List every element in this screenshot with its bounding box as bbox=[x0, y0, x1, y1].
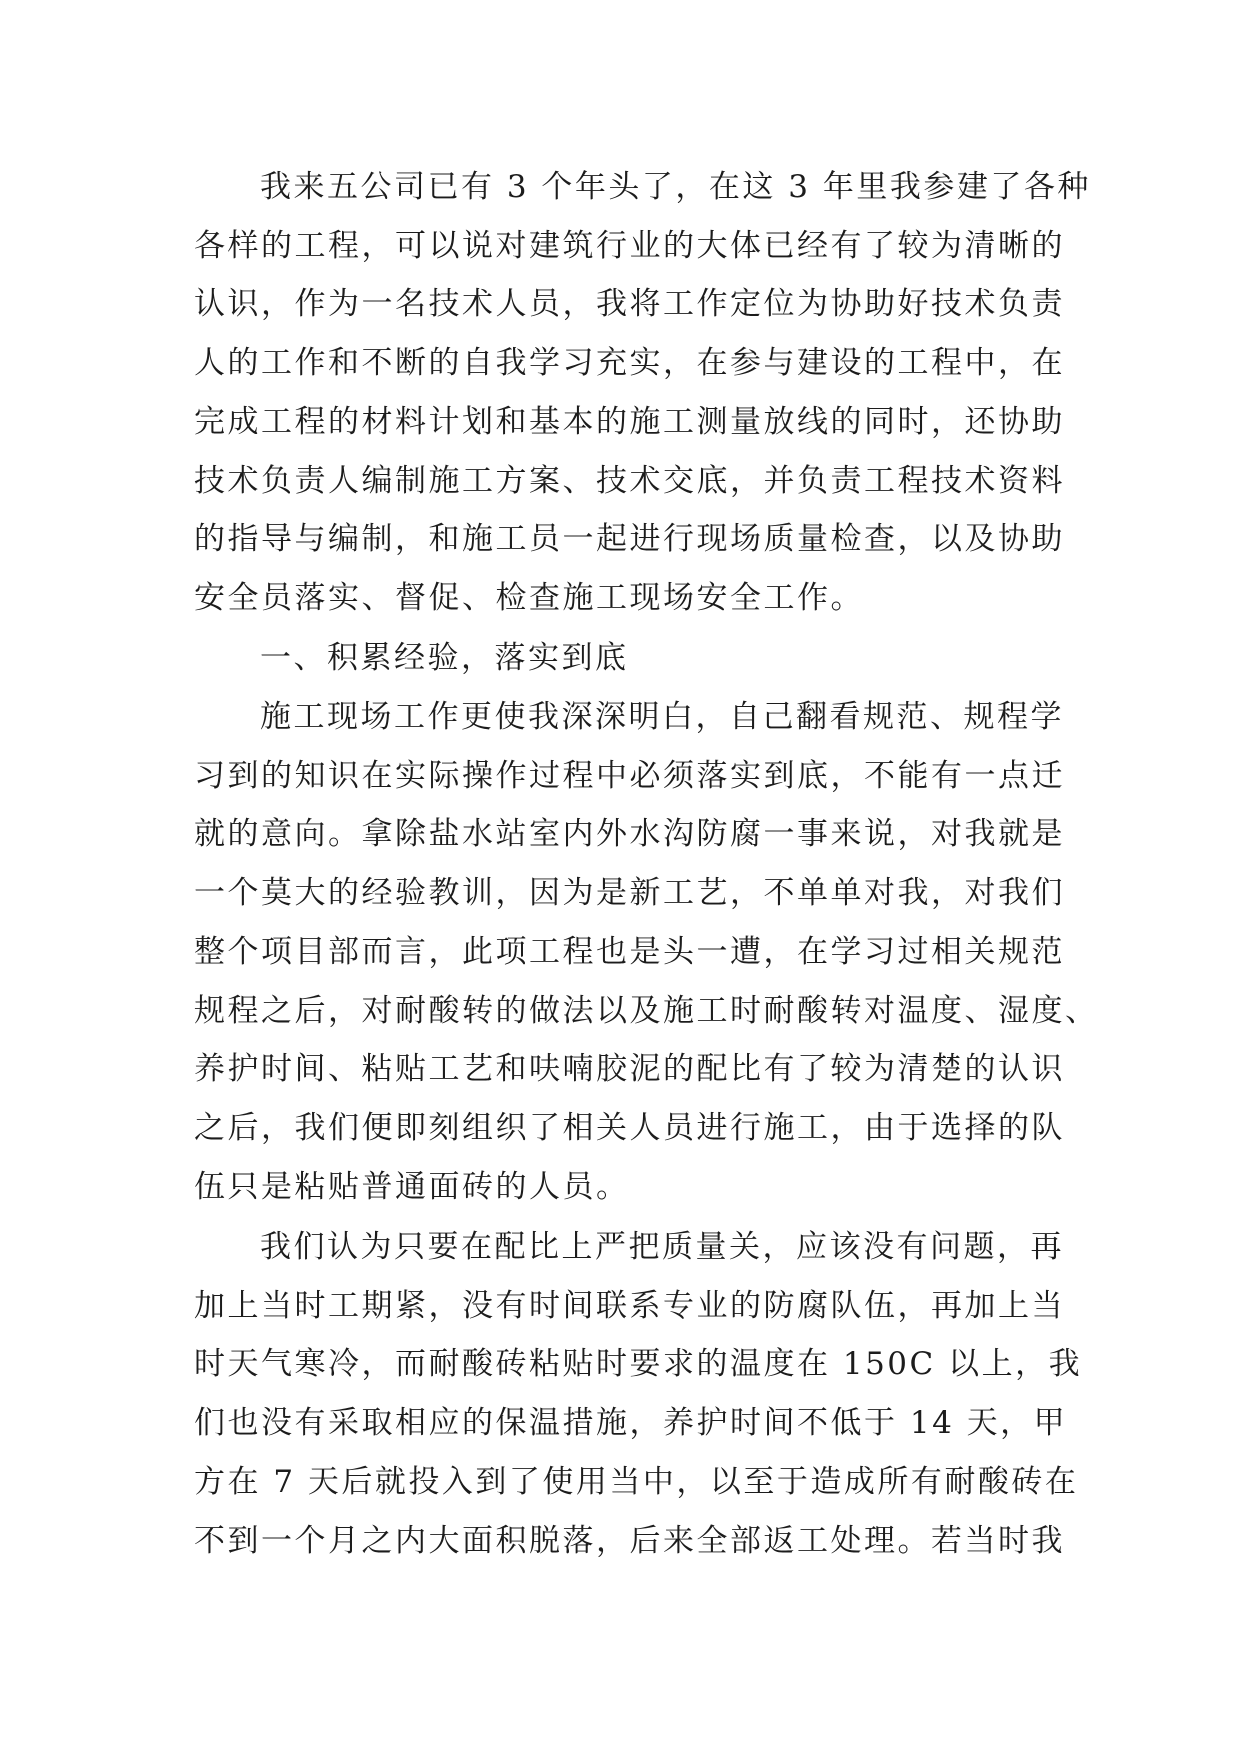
paragraph-line: 我来五公司已有 3 个年头了，在这 3 年里我参建了各种 bbox=[260, 169, 1091, 205]
paragraph-line: 技术负责人编制施工方案、技术交底，并负责工程技术资料 bbox=[194, 462, 1065, 499]
paragraph-line: 加上当时工期紧，没有时间联系专业的防腐队伍，再加上当 bbox=[194, 1287, 1065, 1324]
paragraph-line: 认识，作为一名技术人员，我将工作定位为协助好技术负责 bbox=[194, 286, 1065, 323]
paragraph-line: 之后，我们便即刻组织了相关人员进行施工，由于选择的队 bbox=[194, 1109, 1065, 1146]
paragraph-line: 习到的知识在实际操作过程中必须落实到底，不能有一点迁 bbox=[194, 757, 1065, 794]
paragraph-line: 施工现场工作更使我深深明白，自己翻看规范、规程学 bbox=[260, 699, 1064, 735]
paragraph-line: 各样的工程，可以说对建筑行业的大体已经有了较为清晰的 bbox=[194, 227, 1065, 264]
paragraph-intro bbox=[194, 158, 1091, 628]
paragraph-lesson bbox=[194, 1218, 1083, 1570]
paragraph-line: 我们认为只要在配比上严把质量关，应该没有问题，再 bbox=[260, 1229, 1064, 1265]
paragraph-line: 安全员落实、督促、检查施工现场安全工作。 bbox=[194, 579, 864, 616]
paragraph-line: 人的工作和不断的自我学习充实，在参与建设的工程中，在 bbox=[194, 345, 1065, 382]
section-heading bbox=[194, 629, 1054, 688]
paragraph-line: 养护时间、粘贴工艺和呋喃胶泥的配比有了较为清楚的认识 bbox=[194, 1051, 1065, 1088]
paragraph-line: 规程之后，对耐酸转的做法以及施工时耐酸转对温度、湿度、 bbox=[194, 992, 1099, 1029]
paragraph-line: 们也没有采取相应的保温措施，养护时间不低于 14 天，甲 bbox=[194, 1405, 1068, 1442]
paragraph-line: 一个莫大的经验教训，因为是新工艺，不单单对我，对我们 bbox=[194, 875, 1065, 912]
paragraph-line: 时天气寒冷，而耐酸砖粘贴时要求的温度在 150C 以上，我 bbox=[194, 1346, 1083, 1383]
paragraph-line: 伍只是粘贴普通面砖的人员。 bbox=[194, 1168, 630, 1205]
paragraph-line: 就的意向。拿除盐水站室内外水沟防腐一事来说，对我就是 bbox=[194, 816, 1065, 853]
paragraph-experience bbox=[194, 688, 1099, 1216]
paragraph-line: 不到一个月之内大面积脱落，后来全部返工处理。若当时我 bbox=[194, 1522, 1065, 1559]
paragraph-line: 整个项目部而言，此项工程也是头一遭，在学习过相关规范 bbox=[194, 933, 1065, 970]
paragraph-line: 完成工程的材料计划和基本的施工测量放线的同时，还协助 bbox=[194, 403, 1065, 440]
paragraph-line: 的指导与编制，和施工员一起进行现场质量检查，以及协助 bbox=[194, 521, 1065, 558]
paragraph-line: 方在 7 天后就投入到了使用当中，以至于造成所有耐酸砖在 bbox=[194, 1463, 1079, 1500]
section-heading-text: 一、积累经验，落实到底 bbox=[260, 640, 629, 676]
